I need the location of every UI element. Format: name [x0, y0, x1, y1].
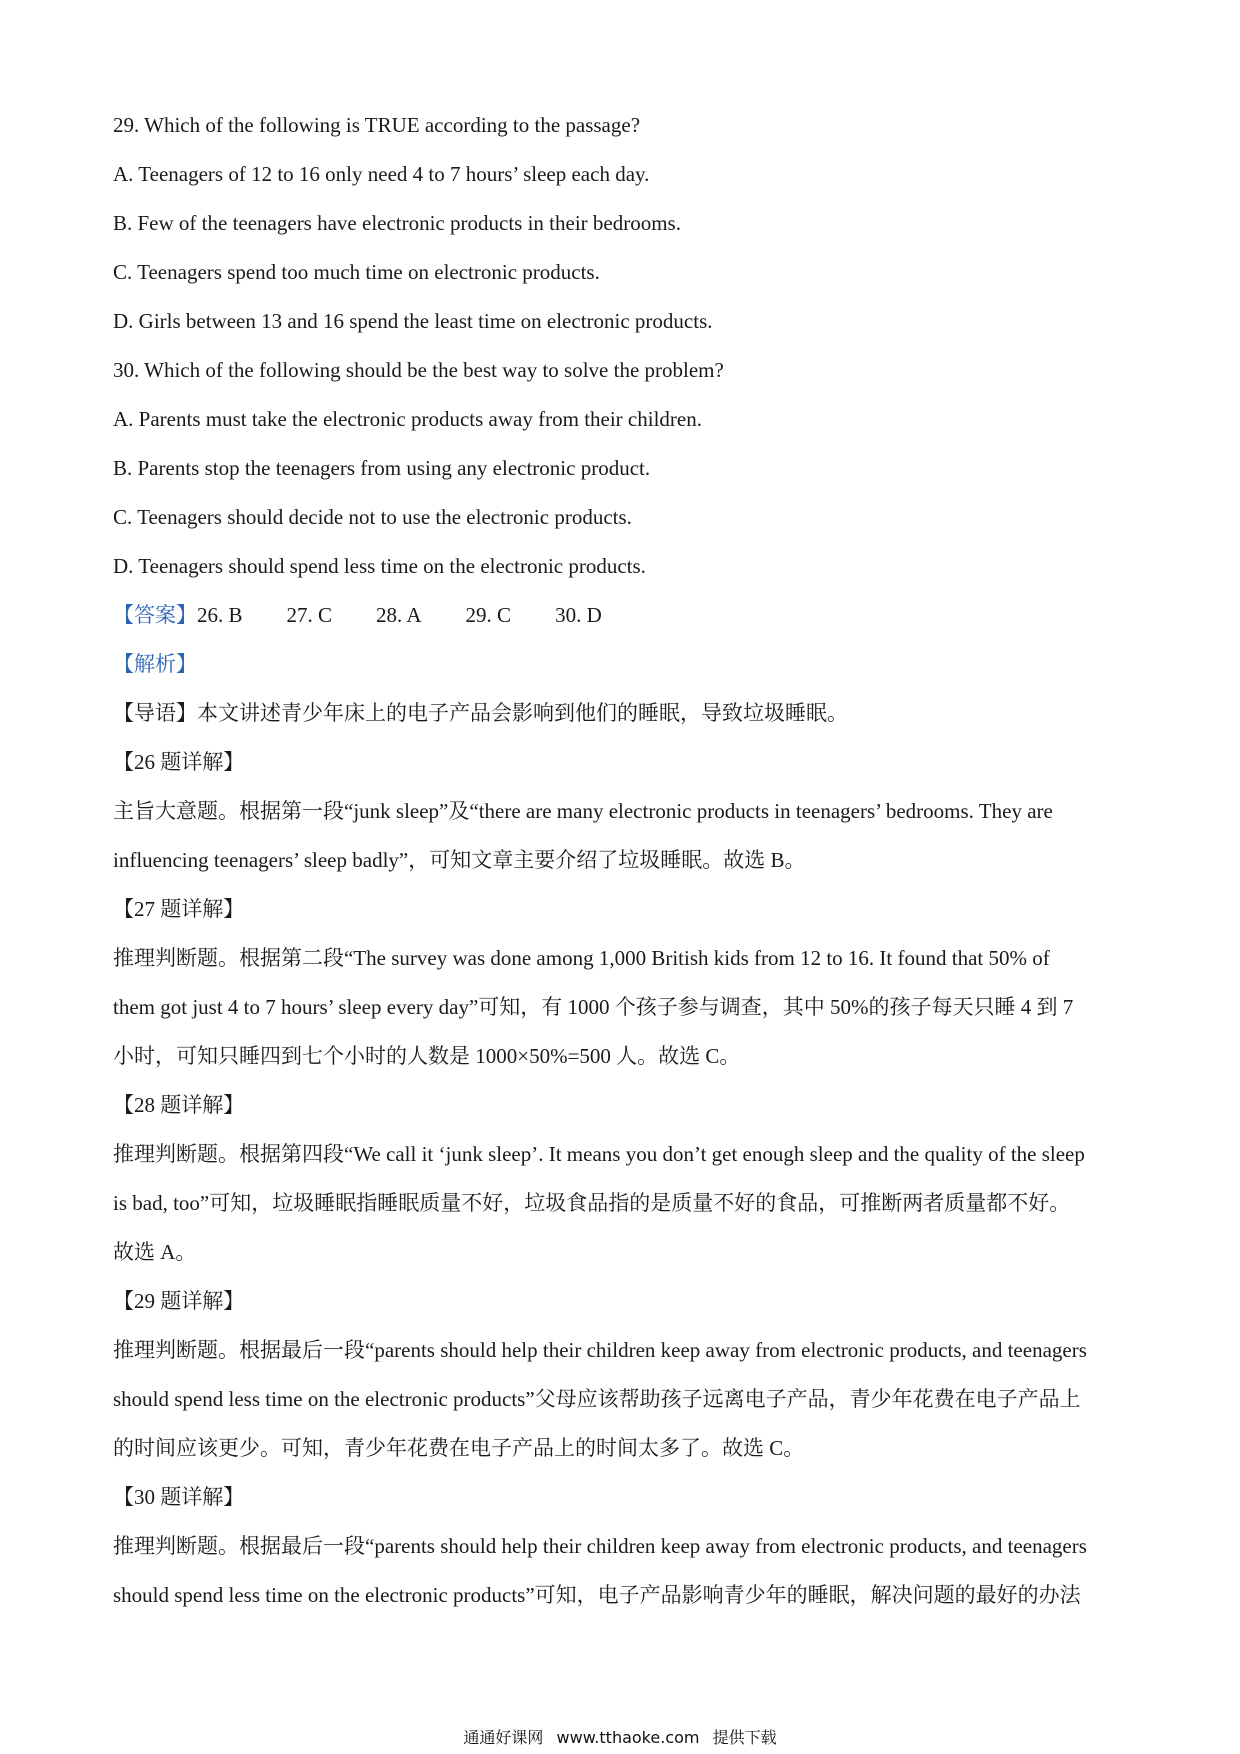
intro-paragraph: 【导语】本文讲述青少年床上的电子产品会影响到他们的睡眠，导致垃圾睡眠。: [113, 701, 848, 725]
answer-item-28: 28. A: [376, 603, 422, 627]
detail-27-line: them got just 4 to 7 hours’ sleep every day”可知，有 1000 个孩子参与调查，其中 50%的孩子每天只睡 4 到 7: [113, 995, 1074, 1019]
detail-27-line: 推理判断题。根据第二段“The survey was done among 1,000 British kids from 12 to 16. It found that 50% of: [113, 946, 1050, 970]
detail-28-line: 推理判断题。根据第四段“We call it ‘junk sleep’. It means you don’t get enough sleep and the quality of the sleep: [113, 1142, 1085, 1166]
answer-item-26: 26. B: [197, 603, 243, 627]
detail-26-line: influencing teenagers’ sleep badly”，可知文章主要介绍了垃圾睡眠。故选 B。: [113, 848, 806, 872]
question-30-option-c: C. Teenagers should decide not to use the electronic products.: [113, 505, 632, 529]
detail-28-title: 【28 题详解】: [113, 1093, 245, 1117]
answer-label: 【答案】: [113, 603, 197, 627]
question-29-option-b: B. Few of the teenagers have electronic products in their bedrooms.: [113, 211, 681, 235]
question-29-option-d: D. Girls between 13 and 16 spend the least time on electronic products.: [113, 309, 713, 333]
answer-item-30: 30. D: [555, 603, 602, 627]
question-29-option-c: C. Teenagers spend too much time on electronic products.: [113, 260, 600, 284]
detail-29-title: 【29 题详解】: [113, 1289, 245, 1313]
detail-30-title: 【30 题详解】: [113, 1485, 245, 1509]
detail-28-line: is bad, too”可知，垃圾睡眠指睡眠质量不好，垃圾食品指的是质量不好的食品，可推断两者质量都不好。: [113, 1191, 1071, 1215]
question-30-option-d: D. Teenagers should spend less time on the electronic products.: [113, 554, 646, 578]
detail-26-line: 主旨大意题。根据第一段“junk sleep”及“there are many electronic products in teenagers’ bedrooms. They are: [113, 799, 1053, 823]
detail-29-line: should spend less time on the electronic products”父母应该帮助孩子远离电子产品，青少年花费在电子产品上: [113, 1387, 1081, 1411]
detail-27-title: 【27 题详解】: [113, 897, 245, 921]
question-30-stem: 30. Which of the following should be the best way to solve the problem?: [113, 358, 724, 382]
footer-url[interactable]: www.tthaoke.com: [556, 1728, 700, 1747]
answer-key: [113, 591, 1133, 640]
footer-tagline: 提供下载: [712, 1728, 777, 1747]
answer-item-29: 29. C: [465, 603, 512, 627]
page-footer: [0, 1728, 1240, 1748]
detail-30-line: 推理判断题。根据最后一段“parents should help their children keep away from electronic products, and teenagers: [113, 1534, 1087, 1558]
question-29-option-a: A. Teenagers of 12 to 16 only need 4 to 7 hours’ sleep each day.: [113, 162, 650, 186]
analysis-label: 【解析】: [113, 652, 197, 676]
detail-30-line: should spend less time on the electronic products”可知，电子产品影响青少年的睡眠，解决问题的最好的办法: [113, 1583, 1081, 1607]
detail-27-line: 小时，可知只睡四到七个小时的人数是 1000×50%=500 人。故选 C。: [113, 1044, 741, 1068]
question-30-option-b: B. Parents stop the teenagers from using any electronic product.: [113, 456, 651, 480]
answer-item-27: 27. C: [286, 603, 333, 627]
document-page: [113, 101, 1133, 1620]
question-30-option-a: A. Parents must take the electronic products away from their children.: [113, 407, 702, 431]
detail-29-line: 推理判断题。根据最后一段“parents should help their children keep away from electronic products, and teenagers: [113, 1338, 1087, 1362]
footer-site-name: 通通好课网: [463, 1728, 544, 1747]
detail-28-line: 故选 A。: [113, 1240, 197, 1264]
detail-29-line: 的时间应该更少。可知，青少年花费在电子产品上的时间太多了。故选 C。: [113, 1436, 805, 1460]
question-29-stem: 29. Which of the following is TRUE according to the passage?: [113, 113, 641, 137]
detail-26-title: 【26 题详解】: [113, 750, 245, 774]
